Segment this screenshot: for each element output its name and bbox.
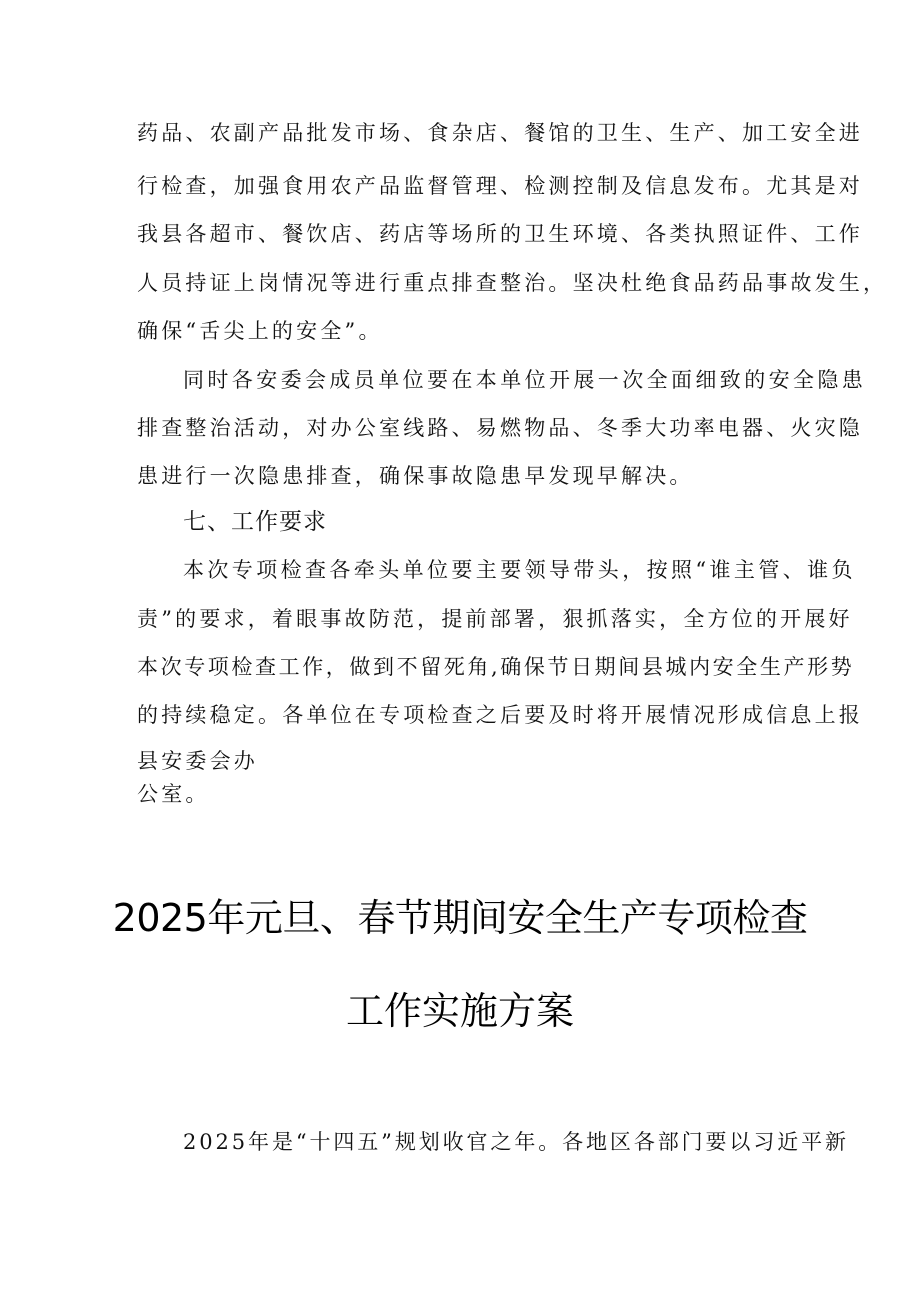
paragraph-3-line-5: 县安委会办 xyxy=(137,749,258,773)
section-heading: 七、工作要求 xyxy=(183,509,327,535)
paragraph-1-line-1: 药品、农副产品批发市场、食杂店、餐馆的卫生、生产、加工安全进 xyxy=(137,121,863,145)
document-title-line-1: 2025年元旦、春节期间安全生产专项检查 xyxy=(112,896,808,940)
paragraph-3-line-2: 责”的要求，着眼事故防范，提前部署，狠抓落实，全方位的开展好 xyxy=(137,607,853,631)
document-title-line-2: 工作实施方案 xyxy=(345,989,574,1033)
paragraph-2-line-2: 排查整治活动，对办公室线路、易燃物品、冬季大功率电器、火灾隐 xyxy=(137,416,863,440)
paragraph-1-line-5: 确保“舌尖上的安全”。 xyxy=(137,319,383,343)
paragraph-3-line-1: 本次专项检查各牵头单位要主要领导带头，按照“谁主管、谁负 xyxy=(183,558,856,582)
paragraph-1-line-3: 我县各超市、餐饮店、药店等场所的卫生环境、各类执照证件、工作 xyxy=(137,222,863,246)
paragraph-2-line-1: 同时各安委会成员单位要在本单位开展一次全面细致的安全隐患 xyxy=(183,368,867,392)
paragraph-2-line-3: 患进行一次隐患排查，确保事故隐患早发现早解决。 xyxy=(137,464,694,488)
paragraph-3-line-4: 的持续稳定。各单位在专项检查之后要及时将开展情况形成信息上报 xyxy=(137,703,863,727)
paragraph-3-line-6: 公室。 xyxy=(137,782,210,806)
paragraph-1-line-4: 人员持证上岗情况等进行重点排查整治。坚决杜绝食品药品事故发生， xyxy=(137,271,888,295)
paragraph-3-line-3: 本次专项检查工作，做到不留死角,确保节日期间县城内安全生产形势 xyxy=(137,655,855,679)
intro-paragraph-line-1: 2025年是“十四五”规划收官之年。各地区各部门要以习近平新 xyxy=(183,1130,849,1154)
paragraph-1-line-2: 行检查，加强食用农产品监督管理、检测控制及信息发布。尤其是对 xyxy=(137,174,863,198)
